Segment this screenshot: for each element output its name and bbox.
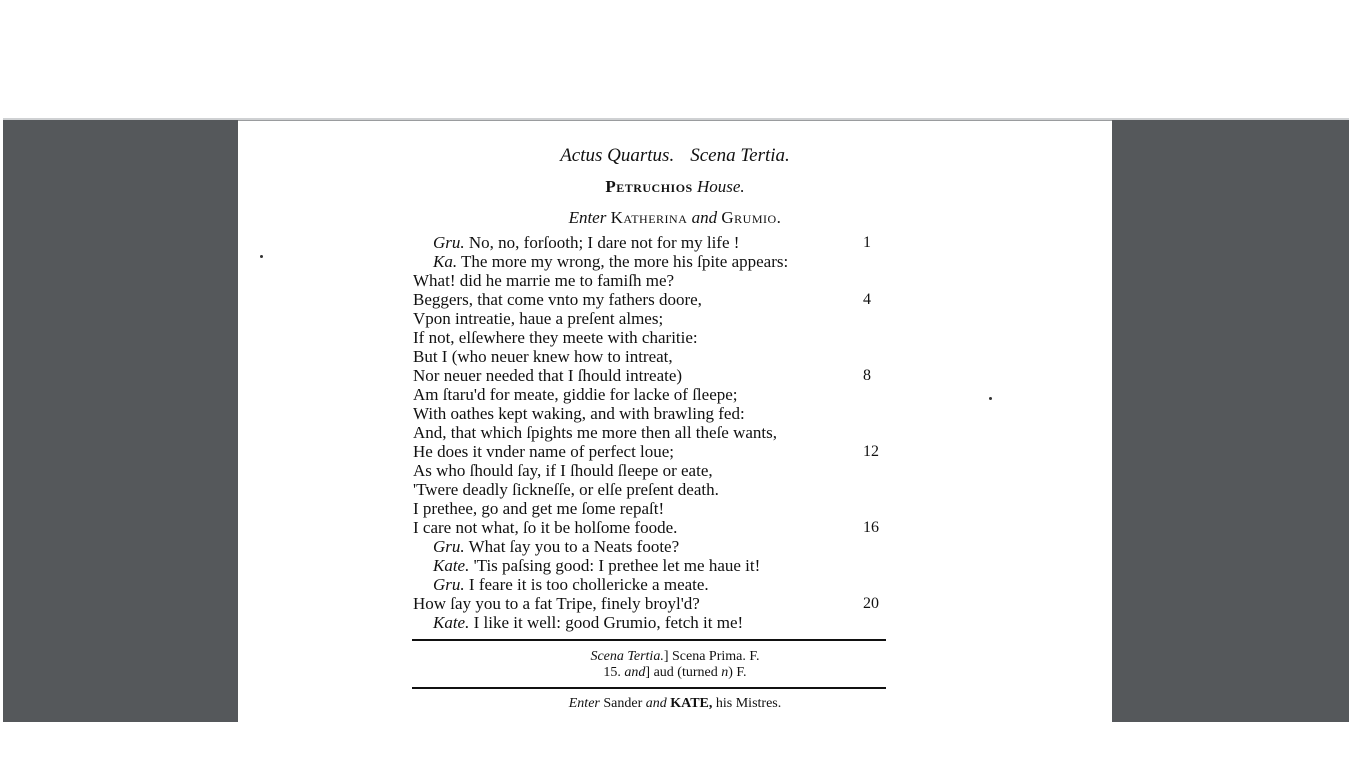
verse-line xyxy=(413,442,893,461)
line-text: How ſay you to a fat Tripe, finely broyl'd? xyxy=(413,594,700,613)
verse-line xyxy=(413,385,893,404)
note-line-2 xyxy=(238,665,1112,681)
line-number: 8 xyxy=(863,367,871,384)
line-text: I care not what, ſo it be holſome foode. xyxy=(413,518,678,537)
speaker-name: Kate. xyxy=(433,556,470,575)
line-text: 'Tis paſsing good: I prethee let me haue it! xyxy=(473,556,761,575)
verse-line xyxy=(413,309,893,328)
verse-line xyxy=(413,461,893,480)
line-text: I prethee, go and get me ſome repaſt! xyxy=(413,499,665,518)
location-house: House. xyxy=(696,177,745,196)
verse-line xyxy=(413,518,893,537)
line-text: What ſay you to a Neats foote? xyxy=(468,537,680,556)
verse-line xyxy=(413,271,893,290)
act-title: Actus Quartus. xyxy=(560,145,675,166)
document-viewer[interactable] xyxy=(3,118,1349,722)
line-text: Beggers, that come vnto my fathers doore, xyxy=(413,290,702,309)
verse-line xyxy=(413,423,893,442)
note-end: ) F. xyxy=(728,665,747,680)
note-line-1 xyxy=(238,649,1112,665)
verse-line xyxy=(413,366,893,385)
line-text: Am ſtaru'd for meate, giddie for lacke of ſleepe; xyxy=(413,385,738,404)
divider-bottom xyxy=(412,687,886,689)
verse-line xyxy=(413,252,893,271)
line-text: He does it vnder name of perfect loue; xyxy=(413,442,675,461)
speaker-name: Gru. xyxy=(433,537,465,556)
note-scene-text: ] Scena Prima. F. xyxy=(663,649,760,664)
stage-character-1: Katherina xyxy=(610,208,688,227)
verse-line xyxy=(413,480,893,499)
stage2-rest: his Mistres. xyxy=(715,696,782,711)
line-number: 12 xyxy=(863,443,879,460)
stage-direction xyxy=(238,208,1112,228)
stage-enter: Enter xyxy=(568,208,607,227)
stage-character-2: Grumio. xyxy=(721,208,782,227)
location-heading xyxy=(238,177,1112,197)
line-text: And, that which ſpights me more then all theſe wants, xyxy=(413,423,778,442)
note-scene-ref: Scena Tertia. xyxy=(590,649,664,664)
note-line-number: 15. xyxy=(603,665,621,680)
speaker-name: Gru. xyxy=(433,233,465,252)
stage2-enter: Enter xyxy=(568,696,600,711)
line-text: If not, elſewhere they meete with charitie: xyxy=(413,328,698,347)
line-text: Nor neuer needed that I ſhould intreate) xyxy=(413,366,683,385)
page-speck xyxy=(260,255,263,258)
line-text: But I (who neuer knew how to intreat, xyxy=(413,347,673,366)
verse-line xyxy=(413,575,893,594)
note-letter: n xyxy=(721,665,729,680)
line-text: With oathes kept waking, and with brawling fed: xyxy=(413,404,745,423)
scene-title: Scena Tertia. xyxy=(690,145,790,166)
divider-top xyxy=(412,639,886,641)
document-page xyxy=(238,120,1112,722)
line-text: Vpon intreatie, haue a preſent almes; xyxy=(413,309,664,328)
act-scene-heading xyxy=(238,145,1112,167)
stage2-name: Sander xyxy=(603,696,643,711)
textual-notes xyxy=(238,649,1112,681)
note-word: and xyxy=(624,665,646,680)
verse-line xyxy=(413,404,893,423)
stage2-character: KATE, xyxy=(670,696,713,711)
line-text: What! did he marrie me to famiſh me? xyxy=(413,271,675,290)
speaker-name: Gru. xyxy=(433,575,465,594)
location-name: Petruchios xyxy=(605,177,693,196)
line-text: I feare it is too chollericke a meate. xyxy=(468,575,709,594)
stage-and: and xyxy=(691,208,718,227)
page-speck xyxy=(989,397,992,400)
verse-line xyxy=(413,594,893,613)
verse-line xyxy=(413,537,893,556)
line-text: I like it well: good Grumio, fetch it me! xyxy=(473,613,744,632)
verse-line xyxy=(413,328,893,347)
note-text: ] aud (turned xyxy=(645,665,722,680)
line-number: 16 xyxy=(863,519,879,536)
line-number: 1 xyxy=(863,234,871,251)
line-text: As who ſhould ſay, if I ſhould ſleepe or eate, xyxy=(413,461,713,480)
line-text: The more my wrong, the more his ſpite appears: xyxy=(461,252,789,271)
verse-line xyxy=(413,499,893,518)
verse-line xyxy=(413,347,893,366)
verse-line xyxy=(413,613,893,632)
stage2-and: and xyxy=(645,696,667,711)
stage-direction-2 xyxy=(238,696,1112,712)
line-number: 4 xyxy=(863,291,871,308)
speaker-name: Ka. xyxy=(433,252,458,271)
verse-line xyxy=(413,290,893,309)
line-text: 'Twere deadly ſickneſſe, or elſe preſent death. xyxy=(413,480,719,499)
play-text xyxy=(413,233,893,632)
line-text: No, no, forſooth; I dare not for my life ! xyxy=(468,233,740,252)
speaker-name: Kate. xyxy=(433,613,470,632)
line-number: 20 xyxy=(863,595,879,612)
verse-line xyxy=(413,233,893,252)
verse-line xyxy=(413,556,893,575)
